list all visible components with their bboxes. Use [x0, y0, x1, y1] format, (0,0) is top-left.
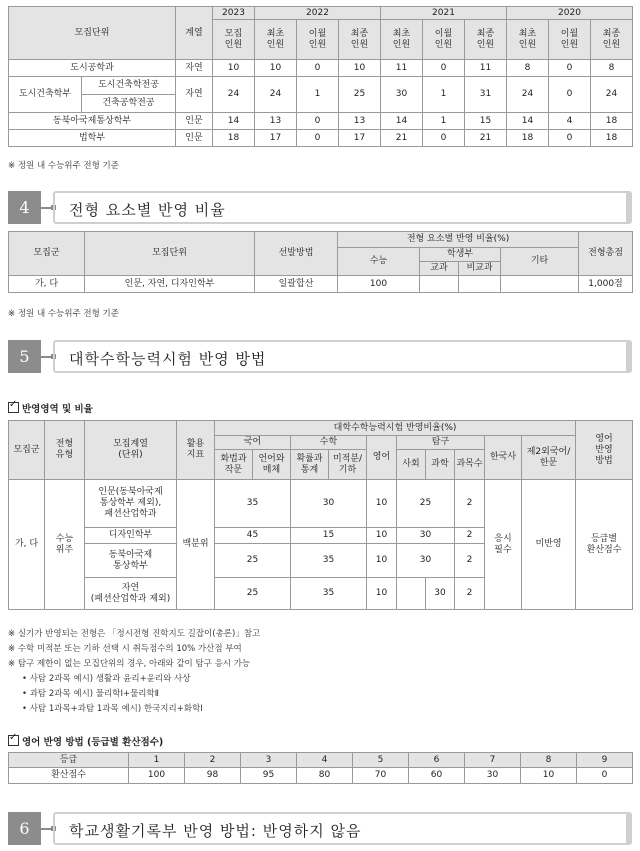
cell: 0	[423, 60, 465, 77]
cell: 15	[291, 528, 367, 544]
cell: 11	[465, 60, 507, 77]
cell: 자연	[176, 77, 213, 113]
cell: 응시 필수	[485, 480, 522, 610]
cell: 25	[215, 544, 291, 578]
cell: 13	[339, 113, 381, 130]
footnote-bullet: • 사탐 2과목 예시) 생활과 윤리+윤리와 사상	[22, 674, 191, 684]
header-year: 2023	[213, 7, 255, 20]
footnote: ※ 정원 내 수능위주 전형 기준	[8, 309, 119, 319]
cell: 0	[549, 130, 591, 147]
header-final: 최종 인원	[591, 20, 633, 60]
score-cell: 80	[297, 768, 353, 784]
cell: 4	[549, 113, 591, 130]
grade-label: 7	[465, 753, 521, 768]
header-history: 한국사	[485, 436, 522, 480]
footnote: ※ 실기가 반영되는 전형은 「정시전형 진학지도 길잡이(총론)」참고	[8, 629, 261, 639]
header-etc: 기타	[501, 248, 579, 276]
header-group: 모집군	[9, 421, 45, 480]
cell: 8	[591, 60, 633, 77]
header-year: 2020	[507, 7, 633, 20]
table-row	[9, 276, 633, 293]
cell: 도시공학과	[9, 60, 176, 77]
cell	[501, 276, 579, 293]
cell: 35	[215, 480, 291, 528]
cell: 가, 다	[9, 480, 45, 610]
cell: 자연 (패션산업학과 제외)	[85, 578, 177, 610]
section-title-bar	[53, 812, 632, 845]
score-cell: 0	[577, 768, 633, 784]
element-ratio-table	[8, 231, 633, 293]
checkbox-icon	[8, 402, 19, 413]
footnote: ※ 수학 미적분 또는 기하 선택 시 취득점수의 10% 가산점 부여	[8, 644, 242, 654]
cell: 1	[423, 77, 465, 113]
cell: 도시건축학전공	[82, 77, 176, 95]
table-row	[9, 113, 633, 130]
cell: 35	[291, 578, 367, 610]
cell: 25	[215, 578, 291, 610]
header-inquiry: 탐구	[397, 436, 485, 450]
header-social: 사회	[397, 450, 426, 480]
cell: 2	[455, 528, 485, 544]
header-subject: 교과	[420, 262, 459, 276]
subheading-text: 반영영역 및 비율	[22, 404, 93, 415]
cell: 0	[297, 60, 339, 77]
footnote-bullet: • 사탐 1과목+과탐 1과목 예시) 한국지리+화학Ⅰ	[22, 704, 203, 714]
header-first: 최초 인원	[381, 20, 423, 60]
section-number: 4	[8, 191, 41, 224]
header-unit: 모집계열 (단위)	[85, 421, 177, 480]
cell: 법학부	[9, 130, 176, 147]
header-year: 2022	[255, 7, 381, 20]
cell: 30	[397, 544, 455, 578]
cell: 13	[255, 113, 297, 130]
cell: 21	[465, 130, 507, 147]
header-ratio: 전형 요소별 반영 비율(%)	[338, 232, 579, 248]
cell: 자연	[176, 60, 213, 77]
cell: 18	[213, 130, 255, 147]
score-cell: 95	[241, 768, 297, 784]
cell	[459, 276, 501, 293]
cell: 미반영	[522, 480, 576, 610]
section-title: 전형 요소별 반영 비율	[69, 201, 226, 219]
header-first: 최초 인원	[255, 20, 297, 60]
cell: 0	[549, 77, 591, 113]
enrollment-table	[8, 6, 633, 147]
header-m1: 확률과 통계	[291, 450, 329, 480]
table-row	[9, 130, 633, 147]
connector	[41, 207, 53, 209]
subheading-text: 영어 반영 방법 (등급별 환산점수)	[22, 737, 164, 748]
connector	[41, 356, 53, 358]
header-carry: 이월 인원	[297, 20, 339, 60]
cell: 30	[381, 77, 423, 113]
cell: 8	[507, 60, 549, 77]
grade-label: 5	[353, 753, 409, 768]
score-cell: 10	[521, 768, 577, 784]
cell: 24	[255, 77, 297, 113]
header-carry: 이월 인원	[423, 20, 465, 60]
cell: 일괄합산	[255, 276, 338, 293]
section-5-header	[8, 340, 632, 373]
section-number: 5	[8, 340, 41, 373]
cell: 2	[455, 480, 485, 528]
cell: 가, 다	[9, 276, 85, 293]
cell: 수능 위주	[45, 480, 85, 610]
cell: 0	[423, 130, 465, 147]
cell: 1,000점	[579, 276, 633, 293]
cell: 1	[423, 113, 465, 130]
cell: 0	[549, 60, 591, 77]
cell: 30	[291, 480, 367, 528]
cell: 2	[455, 578, 485, 610]
footnote: ※ 탐구 제한이 없는 모집단위의 경우, 아래와 같이 탐구 응시 가능	[8, 659, 251, 669]
cell: 24	[213, 77, 255, 113]
cell: 17	[339, 130, 381, 147]
cell: 18	[507, 130, 549, 147]
cell: 건축공학전공	[82, 95, 176, 113]
header-eng-method: 영어 반영 방법	[576, 421, 633, 480]
grade-label: 2	[185, 753, 241, 768]
table-row	[9, 60, 633, 77]
cell: 인문(동북아국제 통상학부 제외), 패션산업학과	[85, 480, 177, 528]
header-carry: 이월 인원	[549, 20, 591, 60]
cell: 21	[381, 130, 423, 147]
section-4-header	[8, 191, 632, 224]
english-grade-table	[8, 752, 633, 784]
header-count: 과목수	[455, 450, 485, 480]
header-type: 전형 유형	[45, 421, 85, 480]
grade-label: 4	[297, 753, 353, 768]
grade-label: 1	[129, 753, 185, 768]
cell: 14	[381, 113, 423, 130]
cell: 11	[381, 60, 423, 77]
score-cell: 98	[185, 768, 241, 784]
score-cell: 70	[353, 768, 409, 784]
cell: 1	[297, 77, 339, 113]
cell: 동북아국제통상학부	[9, 113, 176, 130]
subheading	[8, 401, 93, 415]
cell: 2	[455, 544, 485, 578]
cell: 10	[255, 60, 297, 77]
cell: 10	[367, 578, 397, 610]
cell	[420, 276, 459, 293]
header-m2: 미적분/ 기하	[329, 450, 367, 480]
header-track: 계열	[176, 7, 213, 60]
header-k1: 화법과 작문	[215, 450, 253, 480]
cell: 10	[213, 60, 255, 77]
header-use: 활용 지표	[177, 421, 215, 480]
grade-label: 9	[577, 753, 633, 768]
cell: 100	[338, 276, 420, 293]
cell: 30	[397, 528, 455, 544]
header-unit: 모집단위	[9, 7, 176, 60]
cell: 24	[507, 77, 549, 113]
row-label: 환산점수	[9, 768, 129, 784]
header-nonsubject: 비교과	[459, 262, 501, 276]
header-k2: 언어와 매체	[253, 450, 291, 480]
cell: 인문, 자연, 디자인학부	[85, 276, 255, 293]
cell: 30	[426, 578, 455, 610]
header-record: 학생부	[420, 248, 501, 262]
cell: 10	[339, 60, 381, 77]
cell: 10	[367, 528, 397, 544]
score-cell: 30	[465, 768, 521, 784]
cell: 인문	[176, 113, 213, 130]
connector	[41, 828, 53, 830]
cell: 10	[367, 544, 397, 578]
section-title: 학교생활기록부 반영 방법: 반영하지 않음	[69, 822, 362, 840]
cell: 18	[591, 130, 633, 147]
score-cell: 60	[409, 768, 465, 784]
section-number: 6	[8, 812, 41, 845]
score-cell: 100	[129, 768, 185, 784]
cell: 14	[507, 113, 549, 130]
header-final: 최종 인원	[339, 20, 381, 60]
table-row	[9, 768, 633, 784]
cell: 25	[339, 77, 381, 113]
header-method: 선발방법	[255, 232, 338, 276]
header-ratio: 대학수학능력시험 반영비율(%)	[215, 421, 576, 436]
cell: 등급별 환산점수	[576, 480, 633, 610]
header-korean: 국어	[215, 436, 291, 450]
header-math: 수학	[291, 436, 367, 450]
cell: 도시건축학부	[9, 77, 82, 113]
table-row	[9, 77, 633, 95]
section-6-header	[8, 812, 632, 845]
header-total: 전형총점	[579, 232, 633, 276]
cell: 24	[591, 77, 633, 113]
cell: 0	[297, 113, 339, 130]
section-title-bar	[53, 191, 632, 224]
cell: 17	[255, 130, 297, 147]
header-group: 모집군	[9, 232, 85, 276]
cell: 31	[465, 77, 507, 113]
header-year: 2021	[381, 7, 507, 20]
cell: 디자인학부	[85, 528, 177, 544]
grade-label: 3	[241, 753, 297, 768]
section-title-bar	[53, 340, 632, 373]
grade-label: 8	[521, 753, 577, 768]
cell: 백분위	[177, 480, 215, 610]
cell	[397, 578, 426, 610]
cell: 14	[213, 113, 255, 130]
footnote-bullet: • 과탐 2과목 예시) 물리학Ⅰ+물리학Ⅱ	[22, 689, 159, 699]
header-english: 영어	[367, 436, 397, 480]
cell: 동북아국제 통상학부	[85, 544, 177, 578]
header-second-lang: 제2외국어/ 한문	[522, 436, 576, 480]
header-final: 최종 인원	[465, 20, 507, 60]
header-grade: 등급	[9, 753, 129, 768]
cell: 15	[465, 113, 507, 130]
header-unit: 모집단위	[85, 232, 255, 276]
header-first: 최초 인원	[507, 20, 549, 60]
cell: 35	[291, 544, 367, 578]
footnote: ※ 정원 내 수능위주 전형 기준	[8, 161, 119, 171]
cell: 45	[215, 528, 291, 544]
section-title: 대학수학능력시험 반영 방법	[69, 350, 267, 368]
cell: 25	[397, 480, 455, 528]
checkbox-icon	[8, 735, 19, 746]
subheading	[8, 734, 163, 748]
header-science: 과학	[426, 450, 455, 480]
table-row	[9, 480, 633, 528]
suneung-ratio-table	[8, 420, 633, 610]
header-quota: 모집 인원	[213, 20, 255, 60]
cell: 10	[367, 480, 397, 528]
grade-label: 6	[409, 753, 465, 768]
cell: 0	[297, 130, 339, 147]
cell: 18	[591, 113, 633, 130]
cell: 인문	[176, 130, 213, 147]
header-suneung: 수능	[338, 248, 420, 276]
